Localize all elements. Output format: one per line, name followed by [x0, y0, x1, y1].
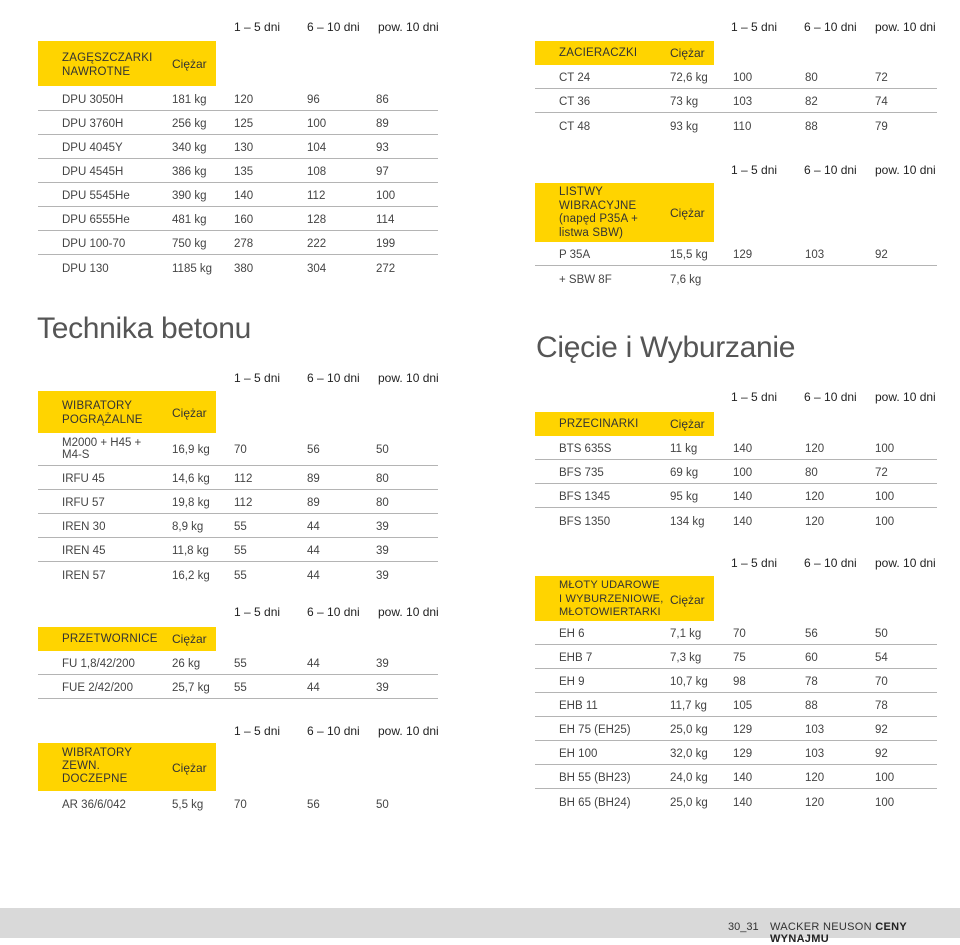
- table-row: [38, 159, 438, 183]
- table-cell: P 35A: [559, 249, 591, 261]
- table-row: [38, 514, 438, 538]
- table-cell: 103: [733, 96, 753, 108]
- table-cell: 108: [307, 166, 327, 178]
- table-cell: FU 1,8/42/200: [62, 658, 135, 670]
- table-cell: 92: [875, 249, 888, 261]
- table-cell: 98: [733, 676, 746, 688]
- table-cell: 73 kg: [670, 96, 699, 108]
- table-cell: 100: [875, 516, 895, 528]
- table-cell: 386 kg: [172, 166, 207, 178]
- table-row: [38, 183, 438, 207]
- weight-label: Ciężar: [172, 632, 207, 646]
- header-title-line: NAWROTNE: [62, 66, 131, 78]
- table-cell: 88: [805, 121, 818, 133]
- table-cell: 390 kg: [172, 190, 207, 202]
- table-header: PRZETWORNICE Ciężar: [38, 627, 216, 651]
- table-cell: 92: [875, 724, 888, 736]
- table-row: [38, 675, 438, 699]
- table-cell: 5,5 kg: [172, 799, 204, 811]
- table-cell: EH 75 (EH25): [559, 724, 631, 736]
- table-cell: M4-S: [62, 449, 90, 461]
- table-cell: 129: [733, 724, 753, 736]
- table-cell: 82: [805, 96, 818, 108]
- table-row: [535, 717, 937, 741]
- table-cell: 120: [805, 491, 825, 503]
- table-header: [38, 41, 216, 86]
- table-cell: 104: [307, 142, 327, 154]
- table-cell: 100: [875, 772, 895, 784]
- table-cell: 199: [376, 238, 396, 250]
- table-cell: 140: [733, 797, 753, 809]
- table-cell: 72: [875, 467, 888, 479]
- table-cell: 7,6 kg: [670, 274, 702, 286]
- weight-label: Ciężar: [670, 206, 705, 220]
- table-cell: 80: [805, 72, 818, 84]
- table-cell: 93 kg: [670, 121, 699, 133]
- table-cell: DPU 6555He: [62, 214, 130, 226]
- table-cell: 19,8 kg: [172, 497, 210, 509]
- weight-label: Ciężar: [670, 593, 705, 607]
- weight-label: Ciężar: [670, 417, 705, 431]
- table-cell: 160: [234, 214, 254, 226]
- table-row: [38, 651, 438, 675]
- table-cell: 103: [805, 748, 825, 760]
- table-cell: 222: [307, 238, 327, 250]
- table-row: [38, 207, 438, 231]
- table-cell: 24,0 kg: [670, 772, 708, 784]
- table-cell: 79: [875, 121, 888, 133]
- table-cell: 44: [307, 545, 320, 557]
- table-cell: BH 55 (BH23): [559, 772, 631, 784]
- table-cell: 55: [234, 521, 247, 533]
- table-cell: 86: [376, 94, 389, 106]
- table-cell: 125: [234, 118, 254, 130]
- table-cell: 114: [376, 214, 395, 226]
- table-cell: 16,2 kg: [172, 570, 210, 582]
- table-cell: 7,1 kg: [670, 628, 702, 640]
- table-row: [535, 621, 937, 645]
- table-cell: 44: [307, 658, 320, 670]
- table-cell: 70: [234, 799, 247, 811]
- table-cell: 56: [307, 799, 320, 811]
- table-cell: 100: [875, 797, 895, 809]
- table-cell: FUE 2/42/200: [62, 682, 133, 694]
- table-cell: 80: [376, 497, 389, 509]
- table-cell: 55: [234, 545, 247, 557]
- table-cell: 181 kg: [172, 94, 207, 106]
- table-cell: 54: [875, 652, 888, 664]
- table-cell: 89: [307, 473, 320, 485]
- table-cell: 10,7 kg: [670, 676, 708, 688]
- table-cell: BFS 1345: [559, 491, 611, 503]
- table-row: [535, 460, 937, 484]
- table-cell: 39: [376, 545, 389, 557]
- table-przetwornice: [38, 627, 438, 699]
- footer-brand: [770, 921, 960, 945]
- table-cell: 135: [234, 166, 254, 178]
- footer-section: CENY WYNAJMU: [770, 921, 907, 945]
- table-listwy: [535, 183, 937, 290]
- table-row: [38, 466, 438, 490]
- table-row: [535, 242, 937, 266]
- table-cell: 25,0 kg: [670, 724, 708, 736]
- table-row: [535, 669, 937, 693]
- weight-label: Ciężar: [172, 406, 207, 420]
- table-row: [535, 484, 937, 508]
- table-row: [38, 538, 438, 562]
- table-cell: DPU 4045Y: [62, 142, 123, 154]
- table-cell: 39: [376, 570, 389, 582]
- table-row: [535, 693, 937, 717]
- table-cell: 100: [376, 190, 396, 202]
- table-cell: 272: [376, 263, 396, 275]
- table-row: [535, 741, 937, 765]
- table-cell: BTS 635S: [559, 443, 612, 455]
- table-header: MŁOTY UDAROWE I WYBURZENIOWE, MŁOTOWIERTARKI Ciężar: [535, 576, 714, 621]
- table-cell: 93: [376, 142, 389, 154]
- table-cell: 100: [733, 72, 753, 84]
- table-cell: 8,9 kg: [172, 521, 204, 533]
- table-cell: 140: [733, 516, 753, 528]
- weight-label: Ciężar: [172, 57, 207, 71]
- table-cell: 44: [307, 570, 320, 582]
- table-cell: 120: [805, 516, 825, 528]
- table-cell: 25,0 kg: [670, 797, 708, 809]
- header-title-line: ZAGĘSZCZARKI: [62, 52, 153, 64]
- table-zacieraczki: [535, 41, 937, 137]
- table-cell: 140: [733, 491, 753, 503]
- table-cell: 15,5 kg: [670, 249, 708, 261]
- table-cell: 14,6 kg: [172, 473, 210, 485]
- table-cell: 134 kg: [670, 516, 705, 528]
- table-row: [535, 266, 937, 290]
- table-cell: 60: [805, 652, 818, 664]
- table-cell: 140: [234, 190, 254, 202]
- table-cell: 120: [805, 443, 825, 455]
- table-header: WIBRATORY POGRĄŻALNE Ciężar: [38, 391, 216, 433]
- table-cell: EHB 7: [559, 652, 593, 664]
- table-cell: 95 kg: [670, 491, 699, 503]
- table-cell: 481 kg: [172, 214, 207, 226]
- table-row: [38, 111, 438, 135]
- table-cell: EH 9: [559, 676, 585, 688]
- table-cell: 96: [307, 94, 320, 106]
- period-6-10: 6 – 10 dni: [307, 20, 360, 34]
- table-cell: 100: [733, 467, 753, 479]
- table-cell: DPU 3050H: [62, 94, 124, 106]
- table-cell: 11,7 kg: [670, 700, 707, 712]
- table-cell: 69 kg: [670, 467, 699, 479]
- table-cell: 140: [733, 443, 753, 455]
- table-cell: EH 6: [559, 628, 585, 640]
- table-row: [38, 231, 438, 255]
- table-cell: 70: [234, 444, 247, 456]
- period-1-5: 1 – 5 dni: [234, 20, 281, 34]
- table-cell: 105: [733, 700, 753, 712]
- table-cell: IREN 45: [62, 545, 106, 557]
- table-cell: 120: [805, 797, 825, 809]
- table-cell: 130: [234, 142, 254, 154]
- section-heading-ciecie: Cięcie i Wyburzanie: [536, 331, 796, 364]
- table-cell: DPU 130: [62, 263, 109, 275]
- table-header: WIBRATORY ZEWN. DOCZEPNE Ciężar: [38, 743, 216, 791]
- table-cell: 7,3 kg: [670, 652, 702, 664]
- table-header: PRZECINARKI Ciężar: [535, 412, 714, 436]
- table-cell: 56: [307, 444, 320, 456]
- table-cell: 112: [307, 190, 326, 202]
- table-cell: 80: [376, 473, 389, 485]
- table-row: [535, 65, 937, 89]
- table-row: [535, 436, 937, 460]
- table-cell: BFS 735: [559, 467, 604, 479]
- table-cell: 74: [875, 96, 888, 108]
- table-cell: 103: [805, 249, 825, 261]
- table-cell: 89: [376, 118, 389, 130]
- period-over-10: pow. 10 dni: [378, 20, 439, 34]
- table-row: [535, 113, 937, 137]
- table-cell: 100: [875, 491, 895, 503]
- table-cell: 340 kg: [172, 142, 207, 154]
- table-cell: 92: [875, 748, 888, 760]
- table-cell: 16,9 kg: [172, 444, 210, 456]
- table-cell: IRFU 57: [62, 497, 105, 509]
- table-cell: 11,8 kg: [172, 545, 209, 557]
- section-heading-technika: Technika betonu: [37, 312, 251, 345]
- table-cell: 129: [733, 748, 753, 760]
- table-row: [38, 433, 438, 466]
- table-row: [38, 490, 438, 514]
- table-cell: 129: [733, 249, 753, 261]
- table-cell: 380: [234, 263, 254, 275]
- table-cell: CT 48: [559, 121, 591, 133]
- table-cell: DPU 3760H: [62, 118, 124, 130]
- table-row: [535, 789, 937, 813]
- table-cell: 100: [875, 443, 895, 455]
- table-cell: 103: [805, 724, 825, 736]
- table-cell: 78: [875, 700, 888, 712]
- table-cell: 80: [805, 467, 818, 479]
- table-cell: CT 36: [559, 96, 591, 108]
- table-cell: 278: [234, 238, 254, 250]
- table-cell: DPU 100-70: [62, 238, 126, 250]
- table-cell: BH 65 (BH24): [559, 797, 631, 809]
- table-row: [38, 791, 438, 815]
- table-row: [535, 765, 937, 789]
- brand-name: WACKER NEUSON: [770, 921, 872, 933]
- table-cell: 50: [376, 444, 389, 456]
- table-cell: AR 36/6/042: [62, 799, 126, 811]
- table-row: [535, 89, 937, 113]
- table-cell: 100: [307, 118, 327, 130]
- table-cell: 112: [234, 497, 253, 509]
- table-cell: 89: [307, 497, 320, 509]
- table-header: ZACIERACZKI Ciężar: [535, 41, 714, 65]
- table-row: [38, 255, 438, 279]
- table-cell: 72: [875, 72, 888, 84]
- table-cell: 32,0 kg: [670, 748, 708, 760]
- table-header: LISTWY WIBRACYJNE (napęd P35A + listwa SBW) Ciężar: [535, 183, 714, 242]
- page-footer: [0, 908, 960, 945]
- table-cell: 39: [376, 658, 389, 670]
- table-zageszczarki: [38, 41, 438, 279]
- table-cell: 140: [733, 772, 753, 784]
- table-cell: EH 100: [559, 748, 598, 760]
- table-row: [535, 508, 937, 532]
- page-number: 30_31: [728, 921, 759, 933]
- table-mloty: [535, 576, 937, 813]
- table-cell: M2000 + H45 +: [62, 437, 142, 449]
- table-cell: 110: [733, 121, 752, 133]
- table-cell: 25,7 kg: [172, 682, 210, 694]
- table-row: [38, 87, 438, 111]
- table-cell: 120: [805, 772, 825, 784]
- table-cell: 55: [234, 682, 247, 694]
- table-cell: BFS 1350: [559, 516, 611, 528]
- table-cell: 55: [234, 570, 247, 582]
- table-row: [38, 135, 438, 159]
- table-cell: EHB 11: [559, 700, 598, 712]
- table-cell: 50: [875, 628, 888, 640]
- table-cell: DPU 4545H: [62, 166, 124, 178]
- table-cell: IRFU 45: [62, 473, 105, 485]
- table-cell: 88: [805, 700, 818, 712]
- table-przecinarki: [535, 412, 937, 532]
- table-cell: 1185 kg: [172, 263, 213, 275]
- table-row: [38, 562, 438, 586]
- table-cell: + SBW 8F: [559, 274, 612, 286]
- weight-label: Ciężar: [172, 761, 207, 775]
- table-cell: IREN 30: [62, 521, 106, 533]
- table-cell: CT 24: [559, 72, 591, 84]
- table-cell: 78: [805, 676, 818, 688]
- table-cell: 11 kg: [670, 443, 698, 455]
- table-cell: DPU 5545He: [62, 190, 130, 202]
- table-cell: 44: [307, 682, 320, 694]
- table-cell: 50: [376, 799, 389, 811]
- table-cell: 256 kg: [172, 118, 207, 130]
- table-cell: 750 kg: [172, 238, 207, 250]
- table-cell: 44: [307, 521, 320, 533]
- table-cell: 120: [234, 94, 254, 106]
- table-cell: 55: [234, 658, 247, 670]
- table-cell: 70: [875, 676, 888, 688]
- table-cell: 39: [376, 682, 389, 694]
- table-wibratory-pograzalne: [38, 391, 438, 586]
- table-cell: 304: [307, 263, 327, 275]
- table-cell: 39: [376, 521, 389, 533]
- table-cell: 112: [234, 473, 253, 485]
- table-cell: 128: [307, 214, 327, 226]
- table-row: [535, 645, 937, 669]
- table-cell: IREN 57: [62, 570, 106, 582]
- table-cell: 56: [805, 628, 818, 640]
- table-cell: 70: [733, 628, 746, 640]
- table-cell: 26 kg: [172, 658, 201, 670]
- table-cell: 75: [733, 652, 746, 664]
- table-cell: 72,6 kg: [670, 72, 708, 84]
- weight-label: Ciężar: [670, 46, 705, 60]
- table-wibratory-zewn: [38, 743, 438, 815]
- table-cell: 97: [376, 166, 389, 178]
